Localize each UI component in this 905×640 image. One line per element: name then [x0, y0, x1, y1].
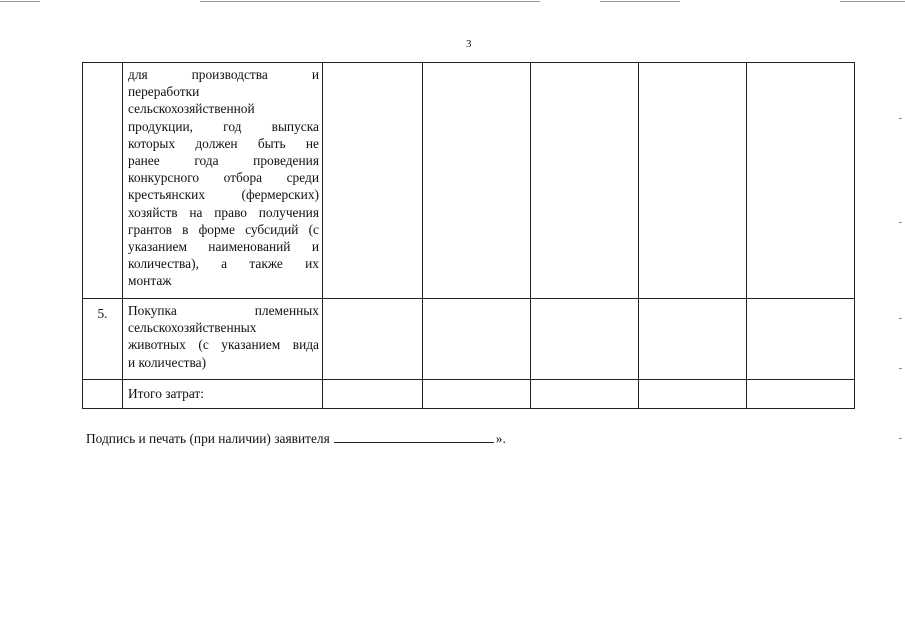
description-line: конкурсного отбора среди	[128, 170, 319, 186]
empty-cell	[323, 299, 423, 380]
empty-cell	[423, 299, 531, 380]
description-line: для производства и	[128, 67, 319, 82]
signature-closing: ».	[495, 431, 506, 446]
empty-cell	[639, 380, 747, 409]
signature-line	[86, 429, 506, 447]
empty-cell	[639, 63, 747, 299]
table-row-total	[83, 380, 855, 409]
row-number	[83, 380, 123, 409]
description-line: переработки	[128, 84, 200, 100]
description-line: хозяйств на право получения	[128, 204, 319, 220]
description-line: указанием наименований и	[128, 239, 319, 255]
empty-cell	[531, 63, 639, 299]
scan-edge-line	[200, 1, 540, 2]
empty-cell	[531, 299, 639, 380]
scan-edge-mark	[899, 222, 902, 223]
empty-cell	[423, 63, 531, 299]
scan-edge-line	[840, 1, 905, 2]
empty-cell	[423, 380, 531, 409]
empty-cell	[747, 63, 855, 299]
description-line: сельскохозяйственных	[128, 320, 257, 336]
signature-label: Подпись и печать (при наличии) заявителя	[86, 431, 330, 446]
description-line: которых должен быть не	[128, 135, 319, 151]
row-description	[123, 299, 323, 380]
empty-cell	[323, 63, 423, 299]
description-line: Покупка племенных	[128, 303, 319, 318]
signature-blank[interactable]	[334, 429, 494, 443]
description-line: животных (с указанием вида	[128, 337, 319, 353]
description-line: грантов в форме субсидий (с	[128, 221, 319, 237]
empty-cell	[747, 299, 855, 380]
empty-cell	[639, 299, 747, 380]
description-line: и количества)	[128, 354, 207, 370]
description-line: монтаж	[128, 273, 172, 289]
description-line: количества), а также их	[128, 256, 319, 272]
table-row	[83, 299, 855, 380]
page-number: 3	[466, 38, 472, 50]
empty-cell	[747, 380, 855, 409]
table-row	[83, 63, 855, 299]
scan-edge-line	[0, 1, 40, 2]
scan-edge-line	[600, 1, 680, 2]
scan-edge-mark	[899, 318, 902, 319]
costs-table	[82, 62, 855, 409]
scan-edge-mark	[899, 118, 902, 119]
description-line: крестьянских (фермерских)	[128, 187, 319, 203]
total-label: Итого затрат:	[123, 380, 323, 409]
row-description	[123, 63, 323, 299]
empty-cell	[531, 380, 639, 409]
scan-edge-mark	[899, 368, 902, 369]
row-number	[83, 63, 123, 299]
scan-edge-mark	[899, 438, 902, 439]
description-line: сельскохозяйственной	[128, 101, 255, 117]
empty-cell	[323, 380, 423, 409]
row-number: 5.	[83, 299, 123, 380]
description-line: продукции, год выпуска	[128, 118, 319, 134]
description-line: ранее года проведения	[128, 153, 319, 169]
